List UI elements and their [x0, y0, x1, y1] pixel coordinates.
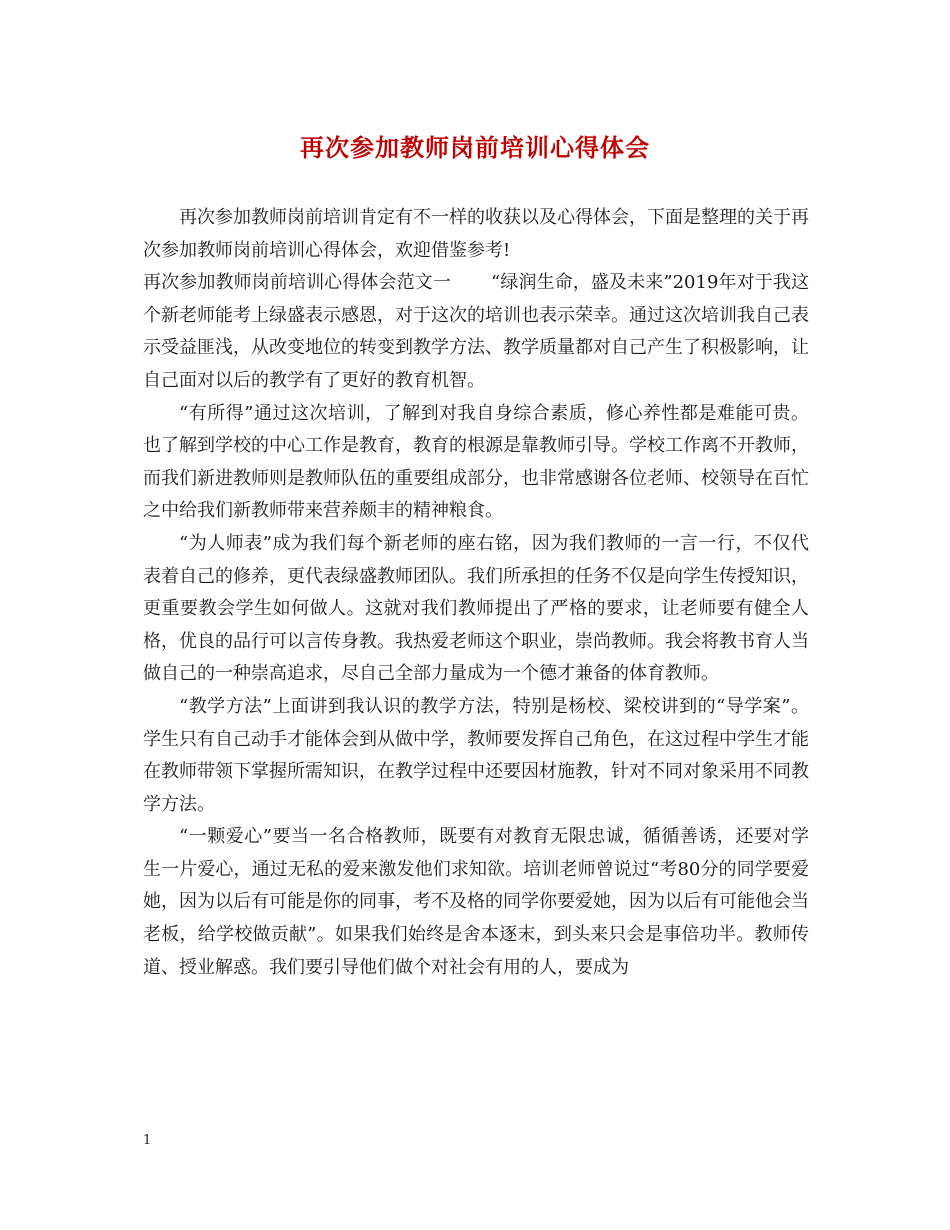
body-paragraph-1: “绿润生命，盛及未来”2019年对于我这个新老师能考上绿盛表示感恩，对于这次的培训也表示荣幸。通过这次培训我自己表示受益匪浅，从改变地位的转变到教学方法、教学质量都对自己产生了积极影响，让自己面对以后的教学有了更好的教育机智。 — [143, 272, 809, 391]
intro-paragraph: 再次参加教师岗前培训肯定有不一样的收获以及心得体会，下面是整理的关于再次参加教师岗前培训心得体会，欢迎借鉴参考! — [143, 207, 809, 261]
body-paragraph-4: “教学方法”上面讲到我认识的教学方法，特别是杨校、梁校讲到的“导学案”。学生只有自己动手才能体会到从做中学，教师要发挥自己角色，在这过程中学生才能在教师带领下掌握所需知识，在教学过程中还要因材施教，针对不同对象采用不同教学方法。 — [143, 695, 809, 815]
page-title: 再次参加教师岗前培训心得体会 — [300, 133, 650, 162]
document-body — [143, 202, 809, 984]
section-line — [143, 267, 809, 397]
section-heading: 再次参加教师岗前培训心得体会范文一 — [143, 272, 452, 294]
body-paragraph-3: “为人师表”成为我们每个新老师的座右铭，因为我们教师的一言一行，不仅代表着自己的修养，更代表绿盛教师团队。我们所承担的任务不仅是向学生传授知识，更重要教会学生如何做人。这就对我们教师提出了严格的要求，让老师要有健全人格，优良的品行可以言传身教。我热爱老师这个职业，崇尚教师。我会将教书育人当做自己的一种崇高追求，尽自己全部力量成为一个德才兼备的体育教师。 — [143, 532, 809, 685]
body-paragraph-5: “一颗爱心”要当一名合格教师，既要有对教育无限忠诚，循循善诱，还要对学生一片爱心，通过无私的爱来激发他们求知欲。培训老师曾说过“考80分的同学要爱她，因为以后有可能是你的同事，考不及格的同学你要爱她，因为以后有可能他会当老板，给学校做贡献”。如果我们始终是舍本逐末，到头来只会是事倍功半。教师传道、授业解惑。我们要引导他们做个对社会有用的人，要成为 — [143, 826, 809, 978]
body-paragraph-2: “有所得”通过这次培训，了解到对我自身综合素质，修心养性都是难能可贵。也了解到学校的中心工作是教育，教育的根源是靠教师引导。学校工作离不开教师，而我们新进教师则是教师队伍的重要组成部分，也非常感谢各位老师、校领导在百忙之中给我们新教师带来营养颇丰的精神粮食。 — [143, 402, 809, 522]
page-number: 1 — [143, 1133, 152, 1148]
